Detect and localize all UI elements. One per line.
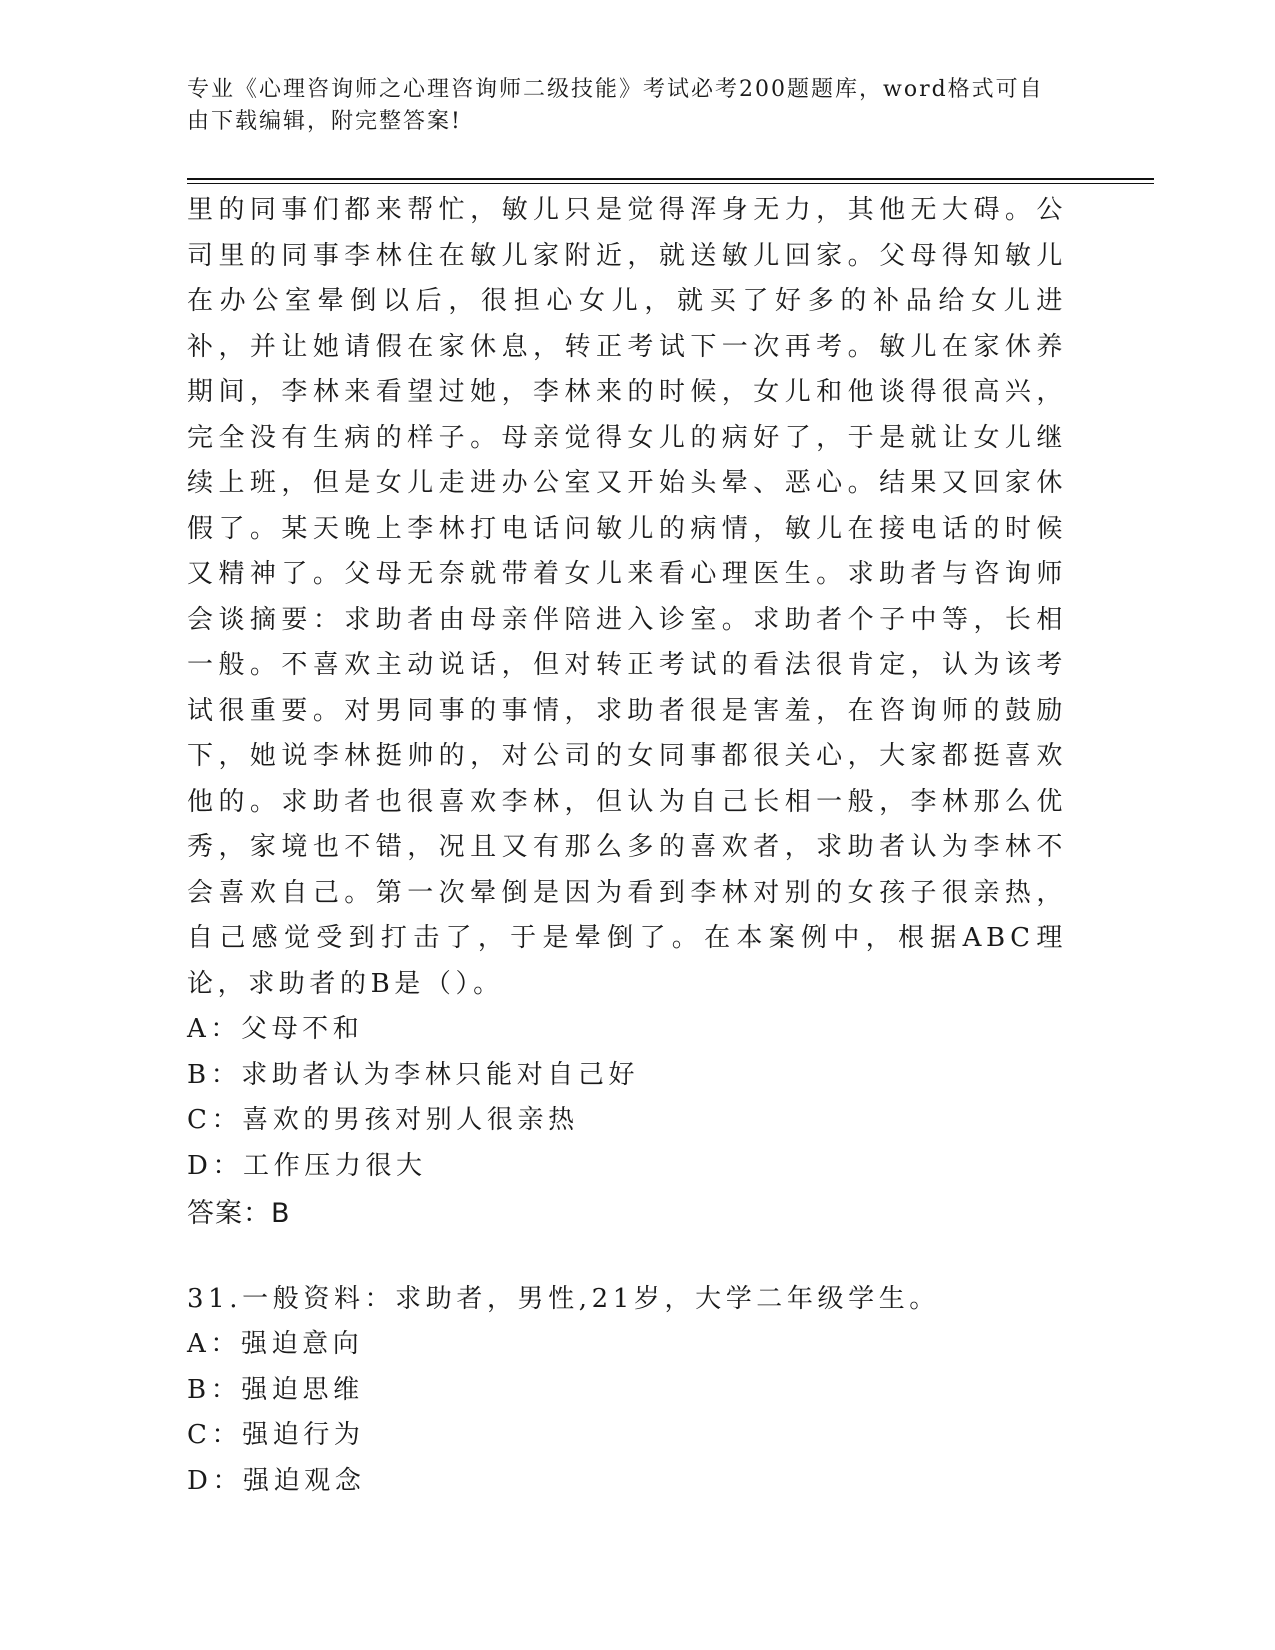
header-divider-thick [187,178,1154,180]
question-30-option-b: B：求助者认为李林只能对自己好 [187,1059,640,1090]
question-30-answer: 答案：B [187,1198,291,1229]
question-30-passage: 里的同事们都来帮忙，敏儿只是觉得浑身无力，其他无大碍。公司里的同事李林住在敏儿家附近，就送敏儿回家。父母得知敏儿在办公室晕倒以后，很担心女儿，就买了好多的补品给女儿进补，并让她请假在家休息，转正考试下一次再考。敏儿在家休养期间，李林来看望过她，李林来的时候，女儿和他谈得很高兴，完全没有生病的样子。母亲觉得女儿的病好了，于是就让女儿继续上班，但是女儿走进办公室又开始头晕、恶心。结果又回家休假了。某天晚上李林打电话问敏儿的病情，敏儿在接电话的时候又精神了。父母无奈就带着女儿来看心理医生。求助者与咨询师会谈摘要：求助者由母亲伴陪进入诊室。求助者个子中等，长相一般。不喜欢主动说话，但对转正考试的看法很肯定，认为该考试很重要。对男同事的事情，求助者很是害羞，在咨询师的鼓励下，她说李林挺帅的，对公司的女同事都很关心，大家都挺喜欢他的。求助者也很喜欢李林，但认为自己长相一般，李林那么优秀，家境也不错，况且又有那么多的喜欢者，求助者认为李林不会喜欢自己。第一次晕倒是因为看到李林对别的女孩子很亲热，自己感觉受到打击了，于是晕倒了。在本案例中，根据ABC理论，求助者的B是（）。 [187,195,1067,999]
question-31-option-c: C：强迫行为 [187,1420,365,1450]
question-30-option-d: D：工作压力很大 [187,1150,427,1181]
question-31-option-b: B：强迫思维 [187,1374,364,1405]
question-31-options [187,1322,1067,1504]
question-30-option-c: C：喜欢的男孩对别人很亲热 [187,1105,579,1135]
question-31-option-a: A：强迫意向 [187,1329,364,1359]
question-31-stem: 31.一般资料：求助者，男性,21岁，大学二年级学生。 [187,1283,940,1314]
header-divider-thin [187,183,1154,184]
question-30-option-a: A：父母不和 [187,1014,364,1044]
document-header: 专业《心理咨询师之心理咨询师二级技能》考试必考200题题库，word格式可自由下载编辑，附完整答案! [187,77,1044,134]
question-31-option-d: D：强迫观念 [187,1465,366,1496]
question-30-options [187,1007,1067,1189]
document-body [187,188,1067,1504]
